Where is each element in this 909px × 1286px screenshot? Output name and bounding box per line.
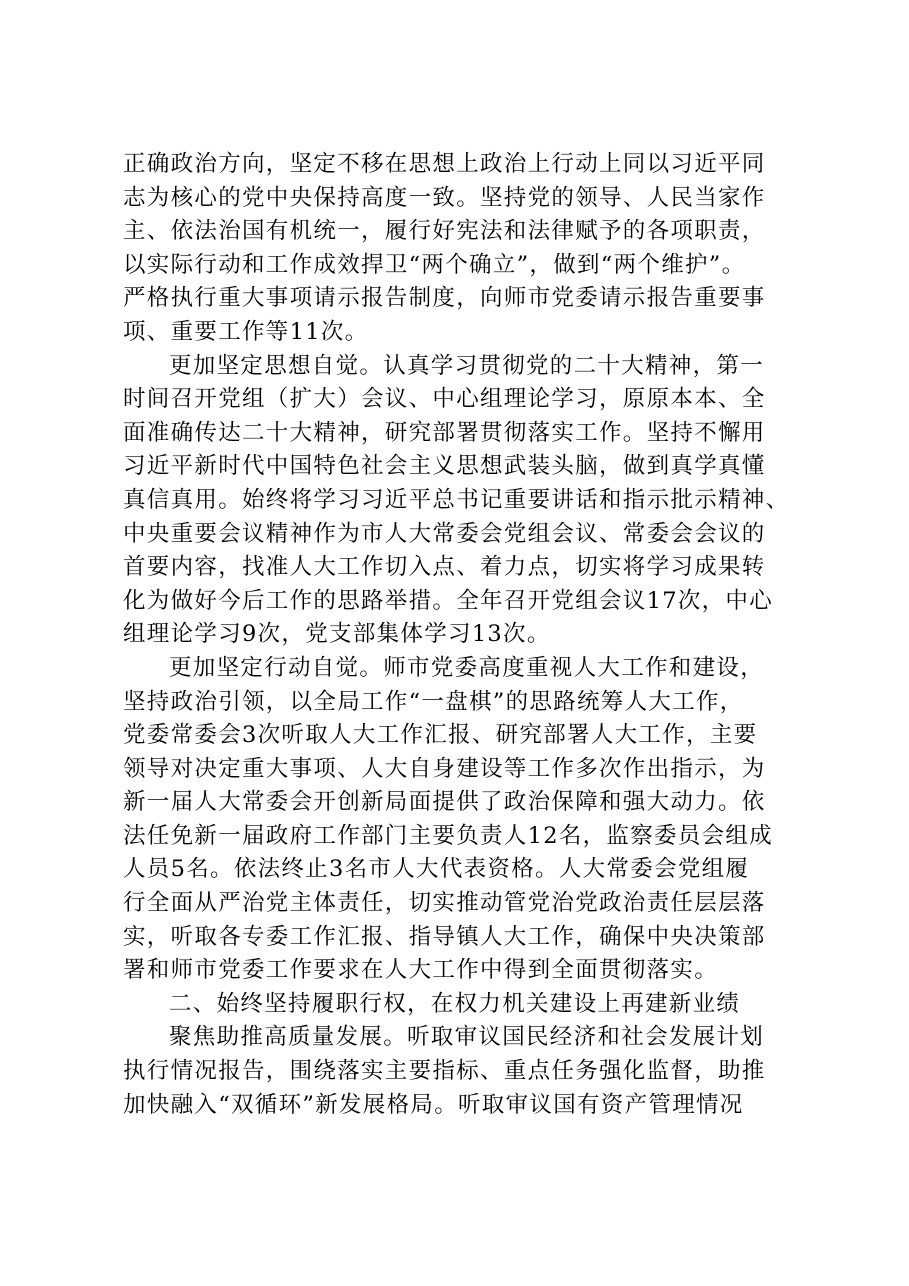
paragraph-line: 主、依法治国有机统一，履行好宪法和法律赋予的各项职责， <box>123 218 766 245</box>
paragraph-line: 时间召开党组（扩大）会议、中心组理论学习，原原本本、全 <box>123 386 766 413</box>
paragraph-line: 中央重要会议精神作为市人大常委会党组会议、常委会会议的 <box>123 520 766 547</box>
paragraph-line: 首要内容，找准人大工作切入点、着力点，切实将学习成果转 <box>123 554 766 581</box>
paragraph-first-line: 更加坚定行动自觉。师市党委高度重视人大工作和建设， <box>169 654 765 681</box>
document-body <box>123 148 813 1122</box>
paragraph-line: 正确政治方向，坚定不移在思想上政治上行动上同以习近平同 <box>123 151 766 177</box>
paragraph-line: 署和师市党委工作要求在人大工作中得到全面贯彻落实。 <box>123 957 719 984</box>
paragraph-line: 领导对决定重大事项、人大自身建设等工作多次作出指示，为 <box>123 755 766 782</box>
paragraph-line: 习近平新时代中国特色社会主义思想武装头脑，做到真学真懂 <box>123 453 766 480</box>
paragraph-first-line: 聚焦助推高质量发展。听取审议国民经济和社会发展计划 <box>169 1024 765 1051</box>
paragraph-line: 法任免新一届政府工作部门主要负责人12名，监察委员会组成 <box>123 822 774 849</box>
paragraph-line: 真信真用。始终将学习习近平总书记重要讲话和指示批示精神、 <box>123 486 790 513</box>
paragraph-line: 人员5名。依法终止3名市人大代表资格。人大常委会党组履 <box>123 856 750 883</box>
paragraph-line: 严格执行重大事项请示报告制度，向师市党委请示报告重要事 <box>123 285 766 312</box>
paragraph-line: 实，听取各专委工作汇报、指导镇人大工作，确保中央决策部 <box>123 923 766 950</box>
paragraph-line: 以实际行动和工作成效捍卫“两个确立”，做到“两个维护”。 <box>123 251 746 278</box>
paragraph-line: 行全面从严治党主体责任，切实推动管党治党政治责任层层落 <box>123 890 766 917</box>
paragraph-line: 化为做好今后工作的思路举措。全年召开党组会议17次，中心 <box>123 587 774 614</box>
paragraph-line: 新一届人大常委会开创新局面提供了政治保障和强大动力。依 <box>123 789 766 816</box>
paragraph-line: 执行情况报告，围绕落实主要指标、重点任务强化监督，助推 <box>123 1058 766 1085</box>
paragraph-line: 坚持政治引领，以全局工作“一盘棋”的思路统筹人大工作， <box>123 688 744 715</box>
section-heading: 二、始终坚持履职行权，在权力机关建设上再建新业绩 <box>169 990 741 1017</box>
paragraph-line: 组理论学习9次，党支部集体学习13次。 <box>123 621 551 648</box>
paragraph-line: 加快融入“双循环”新发展格局。听取审议国有资产管理情况 <box>123 1091 744 1118</box>
paragraph-line: 志为核心的党中央保持高度一致。坚持党的领导、人民当家作 <box>123 184 766 211</box>
paragraph-line: 项、重要工作等11次。 <box>123 318 369 345</box>
paragraph-line: 党委常委会3次听取人大工作汇报、研究部署人大工作，主要 <box>123 722 758 749</box>
paragraph-line: 面准确传达二十大精神，研究部署贯彻落实工作。坚持不懈用 <box>123 419 766 446</box>
paragraph-first-line: 更加坚定思想自觉。认真学习贯彻党的二十大精神，第一 <box>169 352 765 379</box>
